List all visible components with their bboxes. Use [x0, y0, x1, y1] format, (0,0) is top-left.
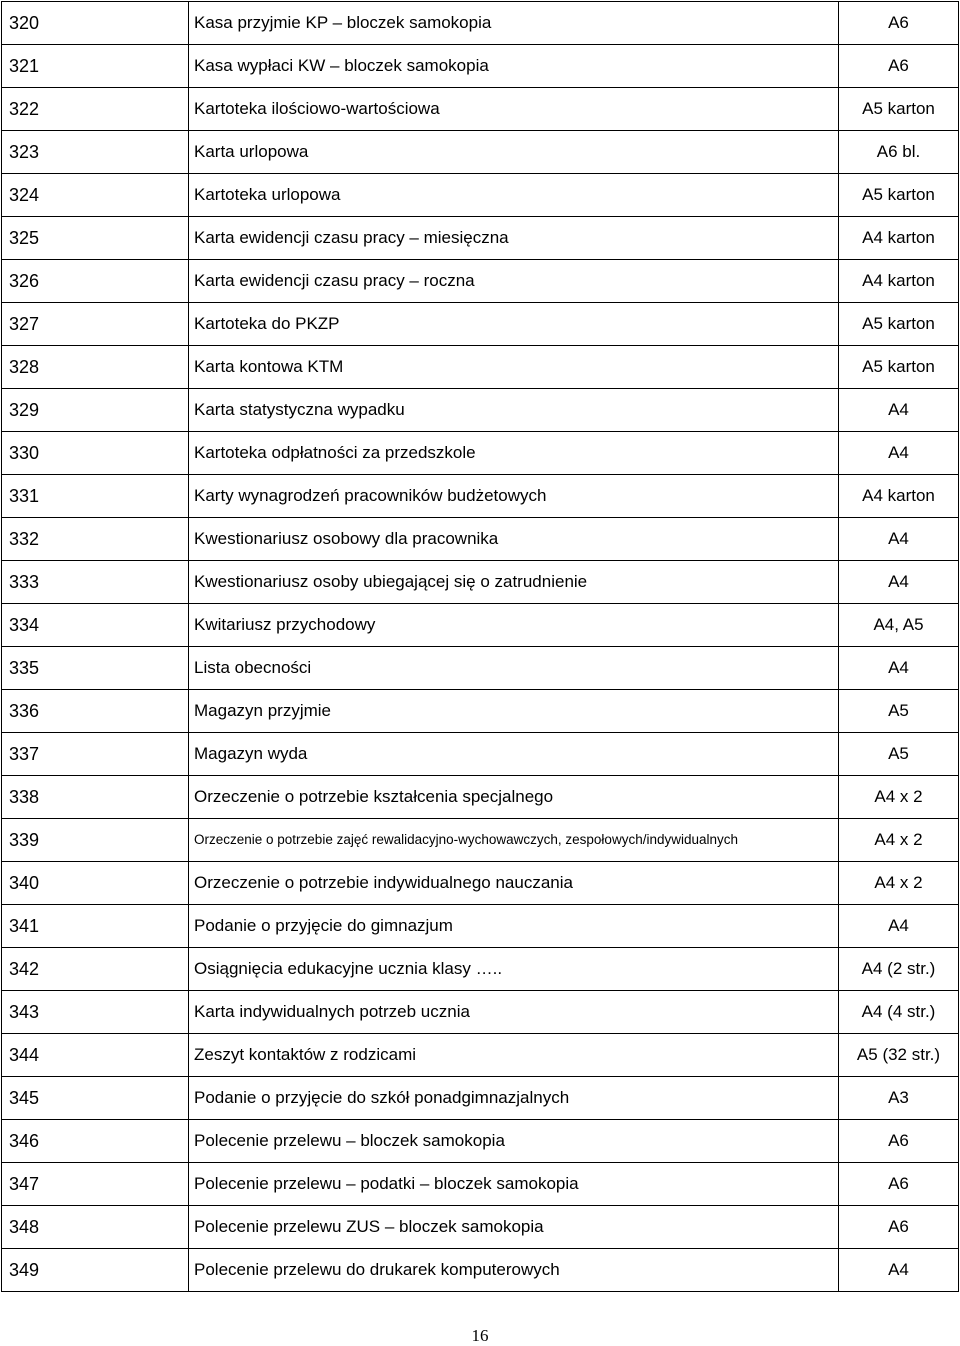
table-row	[2, 432, 959, 475]
form-format: A6	[839, 2, 959, 45]
forms-table-body	[2, 2, 959, 1292]
form-format: A6	[839, 1163, 959, 1206]
form-name: Kwestionariusz osoby ubiegającej się o zatrudnienie	[189, 561, 839, 604]
table-row	[2, 518, 959, 561]
table-row	[2, 561, 959, 604]
table-row	[2, 733, 959, 776]
table-row	[2, 131, 959, 174]
table-row	[2, 1077, 959, 1120]
form-name: Osiągnięcia edukacyjne ucznia klasy …..	[189, 948, 839, 991]
forms-table	[1, 1, 959, 1292]
form-name: Polecenie przelewu – podatki – bloczek samokopia	[189, 1163, 839, 1206]
row-number: 337	[2, 733, 189, 776]
form-name: Kartoteka ilościowo-wartościowa	[189, 88, 839, 131]
table-row	[2, 45, 959, 88]
table-row	[2, 174, 959, 217]
form-name: Karta urlopowa	[189, 131, 839, 174]
form-name: Lista obecności	[189, 647, 839, 690]
form-name: Podanie o przyjęcie do gimnazjum	[189, 905, 839, 948]
form-name: Kasa przyjmie KP – bloczek samokopia	[189, 2, 839, 45]
form-format: A4	[839, 905, 959, 948]
table-row	[2, 862, 959, 905]
table-row	[2, 88, 959, 131]
form-name: Karty wynagrodzeń pracowników budżetowych	[189, 475, 839, 518]
table-row	[2, 260, 959, 303]
row-number: 328	[2, 346, 189, 389]
table-row	[2, 991, 959, 1034]
row-number: 322	[2, 88, 189, 131]
form-format: A6	[839, 45, 959, 88]
row-number: 320	[2, 2, 189, 45]
form-name: Kasa wypłaci KW – bloczek samokopia	[189, 45, 839, 88]
form-name: Orzeczenie o potrzebie indywidualnego nauczania	[189, 862, 839, 905]
form-format: A3	[839, 1077, 959, 1120]
form-name: Kartoteka urlopowa	[189, 174, 839, 217]
form-name: Orzeczenie o potrzebie zajęć rewalidacyjno-wychowawczych, zespołowych/indywidualnych	[189, 819, 839, 862]
form-format: A4 karton	[839, 475, 959, 518]
page-number: 16	[471, 1326, 489, 1345]
form-format: A5 karton	[839, 174, 959, 217]
table-row	[2, 905, 959, 948]
form-format: A6	[839, 1120, 959, 1163]
form-name: Kartoteka odpłatności za przedszkole	[189, 432, 839, 475]
row-number: 341	[2, 905, 189, 948]
table-row	[2, 819, 959, 862]
row-number: 330	[2, 432, 189, 475]
form-name: Magazyn wyda	[189, 733, 839, 776]
row-number: 349	[2, 1249, 189, 1292]
row-number: 335	[2, 647, 189, 690]
row-number: 326	[2, 260, 189, 303]
form-name: Kwitariusz przychodowy	[189, 604, 839, 647]
form-format: A4	[839, 518, 959, 561]
table-row	[2, 389, 959, 432]
form-format: A4	[839, 1249, 959, 1292]
form-format: A4 x 2	[839, 862, 959, 905]
form-name: Kartoteka do PKZP	[189, 303, 839, 346]
table-row	[2, 217, 959, 260]
row-number: 329	[2, 389, 189, 432]
row-number: 348	[2, 1206, 189, 1249]
row-number: 345	[2, 1077, 189, 1120]
table-row	[2, 776, 959, 819]
row-number: 333	[2, 561, 189, 604]
form-name: Polecenie przelewu ZUS – bloczek samokopia	[189, 1206, 839, 1249]
form-name: Podanie o przyjęcie do szkół ponadgimnazjalnych	[189, 1077, 839, 1120]
form-format: A4, A5	[839, 604, 959, 647]
table-row	[2, 1206, 959, 1249]
row-number: 323	[2, 131, 189, 174]
table-row	[2, 1249, 959, 1292]
row-number: 340	[2, 862, 189, 905]
row-number: 325	[2, 217, 189, 260]
form-format: A5	[839, 690, 959, 733]
form-format: A4 karton	[839, 260, 959, 303]
form-format: A5	[839, 733, 959, 776]
form-format: A5 (32 str.)	[839, 1034, 959, 1077]
table-row	[2, 2, 959, 45]
form-name: Zeszyt kontaktów z rodzicami	[189, 1034, 839, 1077]
form-name: Polecenie przelewu do drukarek komputerowych	[189, 1249, 839, 1292]
table-row	[2, 647, 959, 690]
table-row	[2, 1120, 959, 1163]
form-format: A4 x 2	[839, 776, 959, 819]
form-name: Karta indywidualnych potrzeb ucznia	[189, 991, 839, 1034]
row-number: 321	[2, 45, 189, 88]
table-row	[2, 1163, 959, 1206]
row-number: 332	[2, 518, 189, 561]
form-format: A5 karton	[839, 303, 959, 346]
row-number: 339	[2, 819, 189, 862]
row-number: 324	[2, 174, 189, 217]
table-row	[2, 604, 959, 647]
form-name: Karta ewidencji czasu pracy – miesięczna	[189, 217, 839, 260]
table-row	[2, 948, 959, 991]
row-number: 327	[2, 303, 189, 346]
form-format: A6 bl.	[839, 131, 959, 174]
form-format: A4 karton	[839, 217, 959, 260]
table-row	[2, 690, 959, 733]
row-number: 346	[2, 1120, 189, 1163]
form-format: A4	[839, 647, 959, 690]
table-row	[2, 303, 959, 346]
row-number: 336	[2, 690, 189, 733]
table-row	[2, 346, 959, 389]
form-format: A5 karton	[839, 346, 959, 389]
form-format: A6	[839, 1206, 959, 1249]
form-format: A4 (4 str.)	[839, 991, 959, 1034]
form-format: A4 x 2	[839, 819, 959, 862]
row-number: 343	[2, 991, 189, 1034]
table-row	[2, 1034, 959, 1077]
form-format: A4	[839, 389, 959, 432]
form-name: Karta ewidencji czasu pracy – roczna	[189, 260, 839, 303]
row-number: 344	[2, 1034, 189, 1077]
form-name: Karta kontowa KTM	[189, 346, 839, 389]
form-format: A4 (2 str.)	[839, 948, 959, 991]
form-format: A4	[839, 432, 959, 475]
form-name: Orzeczenie o potrzebie kształcenia specjalnego	[189, 776, 839, 819]
row-number: 338	[2, 776, 189, 819]
table-row	[2, 475, 959, 518]
form-format: A5 karton	[839, 88, 959, 131]
form-name: Magazyn przyjmie	[189, 690, 839, 733]
row-number: 347	[2, 1163, 189, 1206]
row-number: 342	[2, 948, 189, 991]
row-number: 331	[2, 475, 189, 518]
row-number: 334	[2, 604, 189, 647]
form-name: Kwestionariusz osobowy dla pracownika	[189, 518, 839, 561]
form-format: A4	[839, 561, 959, 604]
form-name: Karta statystyczna wypadku	[189, 389, 839, 432]
form-name: Polecenie przelewu – bloczek samokopia	[189, 1120, 839, 1163]
